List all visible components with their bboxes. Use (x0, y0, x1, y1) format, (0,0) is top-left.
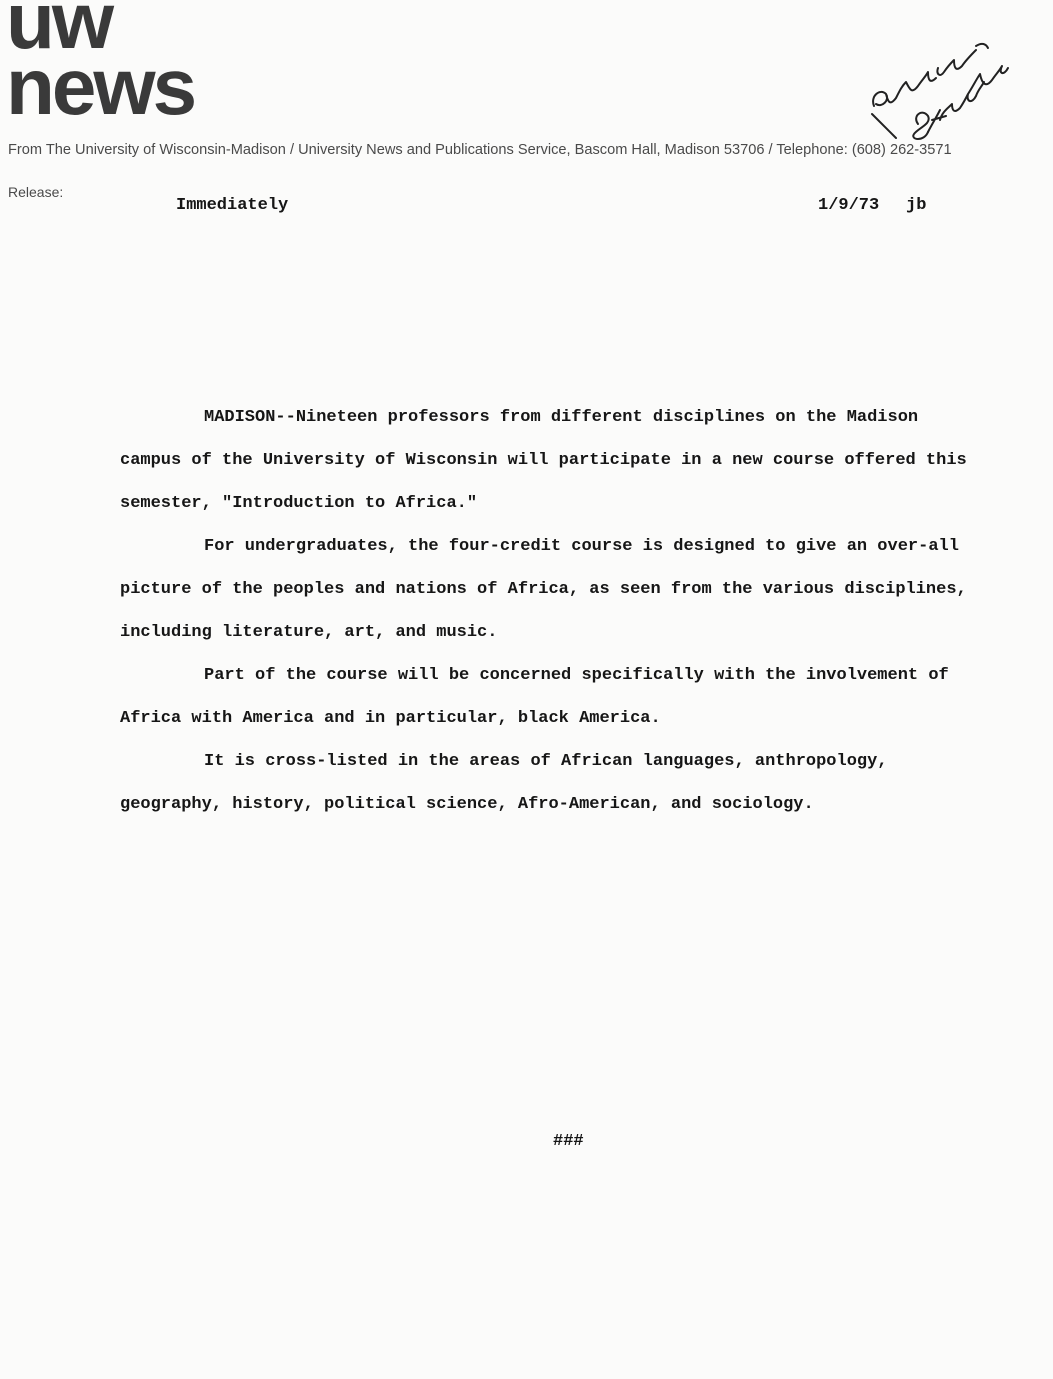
paragraph-line: campus of the University of Wisconsin will participate in a new course offered this (120, 451, 967, 470)
paragraph-line: including literature, art, and music. (120, 623, 498, 642)
release-date: 1/9/73 (818, 196, 880, 215)
paragraph-line: For undergraduates, the four-credit course is designed to give an over-all (204, 537, 959, 556)
paragraph-line: MADISON--Nineteen professors from different disciplines on the Madison (204, 408, 919, 427)
press-release-body (120, 406, 1020, 836)
paragraph-line: geography, history, political science, Afro-American, and sociology. (120, 795, 814, 814)
uw-news-logo (6, 0, 195, 131)
paragraph-line: semester, "Introduction to Africa." (120, 494, 478, 513)
paragraph-line: picture of the peoples and nations of Africa, as seen from the various disciplines, (120, 580, 967, 599)
end-mark: ### (553, 1132, 584, 1151)
release-value: Immediately (176, 196, 289, 215)
paragraph-line: It is cross-listed in the areas of African languages, anthropology, (204, 752, 888, 771)
logo-line-news: news (6, 42, 195, 131)
masthead-address: From The University of Wisconsin-Madison / University News and Publications Service, Bascom Hall, Madison 53706 / Telephone: (608) 262-3571 (8, 142, 952, 158)
paragraph-line: Africa with America and in particular, black America. (120, 709, 661, 728)
author-initials: jb (906, 196, 927, 215)
logo-line-uw: uw (6, 0, 112, 65)
handwritten-annotation (866, 28, 1016, 148)
release-label: Release: (8, 184, 64, 200)
paragraph-line: Part of the course will be concerned specifically with the involvement of (204, 666, 949, 685)
